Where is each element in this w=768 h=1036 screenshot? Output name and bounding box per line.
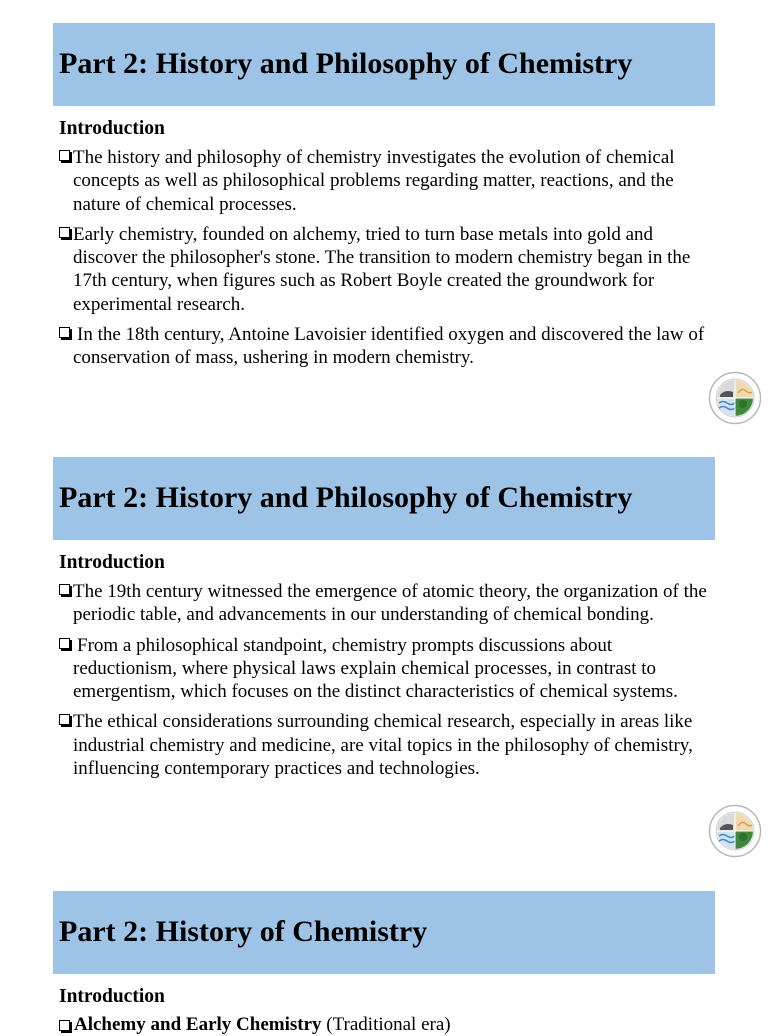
slide-1	[0, 0, 768, 434]
hollow-square-bullet-icon	[59, 638, 70, 649]
slide-3	[0, 868, 768, 1035]
hollow-square-bullet-icon	[59, 227, 70, 238]
slide-title: Part 2: History of Chemistry	[59, 915, 428, 948]
slide-title: Part 2: History and Philosophy of Chemistry	[59, 481, 633, 514]
bullet-item	[59, 146, 714, 216]
hollow-square-bullet-icon	[59, 714, 70, 725]
bullet-text: The history and philosophy of chemistry investigates the evolution of chemical concepts as well as philosophical problems regarding matter, reactions, and the nature of chemical processes.	[73, 147, 675, 215]
institution-seal-logo	[708, 804, 762, 858]
bullet-text: In the 18th century, Antoine Lavoisier identified oxygen and discovered the law of conservation of mass, ushering in modern chemistry.	[73, 324, 705, 369]
bullet-item	[59, 634, 714, 704]
title-bar	[53, 891, 715, 974]
slide-title: Part 2: History and Philosophy of Chemistry	[59, 47, 633, 80]
bullet-item	[59, 710, 714, 780]
bullet-list	[59, 146, 714, 377]
hollow-square-bullet-icon	[59, 1020, 70, 1031]
bullet-item	[59, 323, 714, 370]
section-heading: Introduction	[59, 552, 165, 573]
bullet-text: From a philosophical standpoint, chemistry prompts discussions about reductionism, where physical laws explain chemical processes, in contrast to emergentism, which focuses on the distinct characteristics of chemical systems.	[73, 634, 678, 703]
section-heading: Introduction	[59, 986, 165, 1007]
bullet-bold-text: Alchemy and Early Chemistry	[74, 1014, 322, 1035]
bullet-text: The ethical considerations surrounding chemical research, especially in areas like industrial chemistry and medicine, are vital topics in the philosophy of chemistry, influencing contemporary practices and technologies.	[73, 711, 693, 780]
title-bar	[53, 457, 715, 540]
section-heading: Introduction	[59, 118, 165, 139]
bullet-text: Early chemistry, founded on alchemy, tried to turn base metals into gold and discover the philosopher's stone. The transition to modern chemistry began in the 17th century, when figures such as Robert Boyle created the groundwork for experimental research.	[73, 223, 691, 315]
slide-2	[0, 434, 768, 868]
bullet-text: The 19th century witnessed the emergence of atomic theory, the organization of the periodic table, and advancements in our understanding of chemical bonding.	[73, 581, 707, 626]
bullet-list	[59, 580, 714, 787]
title-bar	[53, 23, 715, 106]
bullet-item	[59, 223, 714, 316]
bullet-text: (Traditional era)	[321, 1014, 451, 1035]
bullet-item	[59, 1013, 451, 1036]
institution-seal-logo	[708, 371, 762, 425]
hollow-square-bullet-icon	[59, 327, 70, 338]
hollow-square-bullet-icon	[59, 150, 70, 161]
bullet-item	[59, 580, 714, 627]
hollow-square-bullet-icon	[59, 584, 70, 595]
